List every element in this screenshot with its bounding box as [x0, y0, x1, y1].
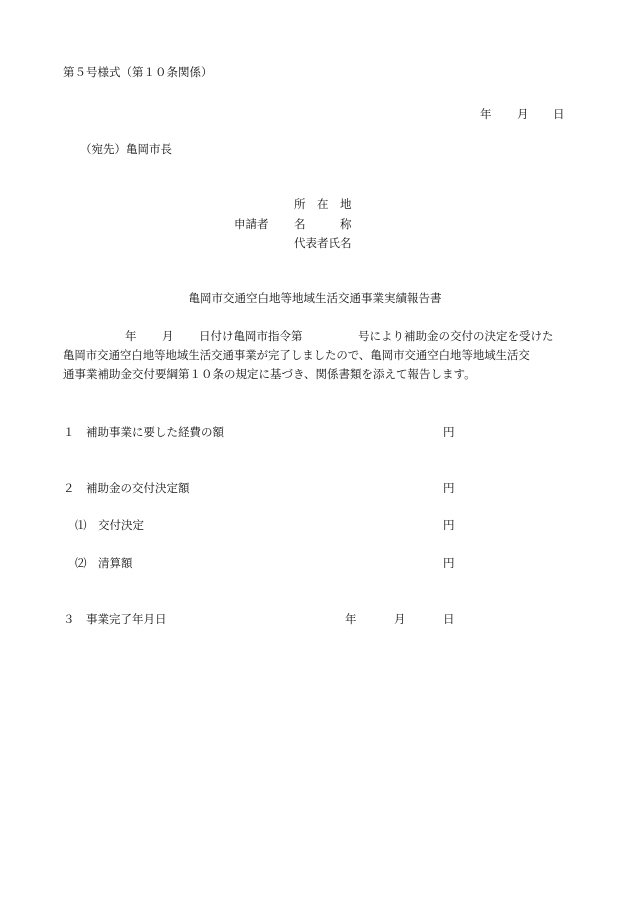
item2-2-label: ⑵ 清算額	[75, 556, 133, 570]
body-year: 年	[125, 329, 137, 343]
body-date-text: 日付け亀岡市指令第	[199, 329, 303, 343]
representative-label: 代表者氏名	[294, 236, 352, 250]
item2-1-unit: 円	[443, 518, 455, 532]
item1-label: １ 補助事業に要した経費の額	[63, 425, 224, 439]
address-label: 所 在 地	[294, 197, 352, 211]
item3-label: ３ 事業完了年月日	[63, 612, 167, 626]
item2-label: ２ 補助金の交付決定額	[63, 481, 190, 495]
body-line2: 亀岡市交通空白地等地域生活交通事業が完了しましたので、亀岡市交通空白地等地域生活交	[63, 348, 530, 362]
item3-day: 日	[443, 612, 455, 626]
body-line1-rest: 号により補助金の交付の決定を受けた	[358, 329, 554, 343]
body-month: 月	[162, 329, 174, 343]
item2-1-label: ⑴ 交付決定	[75, 518, 144, 532]
header-date-year: 年	[480, 107, 492, 121]
header-date-day: 日	[553, 107, 565, 121]
form-number: 第５号様式（第１０条関係）	[63, 65, 213, 79]
name-label: 名 称	[294, 217, 352, 231]
item3-month: 月	[394, 612, 406, 626]
item1-unit: 円	[443, 425, 455, 439]
item2-2-unit: 円	[443, 556, 455, 570]
applicant-label: 申請者	[234, 217, 269, 231]
document-title: 亀岡市交通空白地等地域生活交通事業実績報告書	[188, 291, 442, 305]
item2-unit: 円	[443, 481, 455, 495]
item3-year: 年	[345, 612, 357, 626]
addressee: （宛先）亀岡市長	[80, 142, 172, 156]
header-date-month: 月	[517, 107, 529, 121]
body-line3: 通事業補助金交付要綱第１０条の規定に基づき、関係書類を添えて報告します。	[63, 367, 476, 381]
